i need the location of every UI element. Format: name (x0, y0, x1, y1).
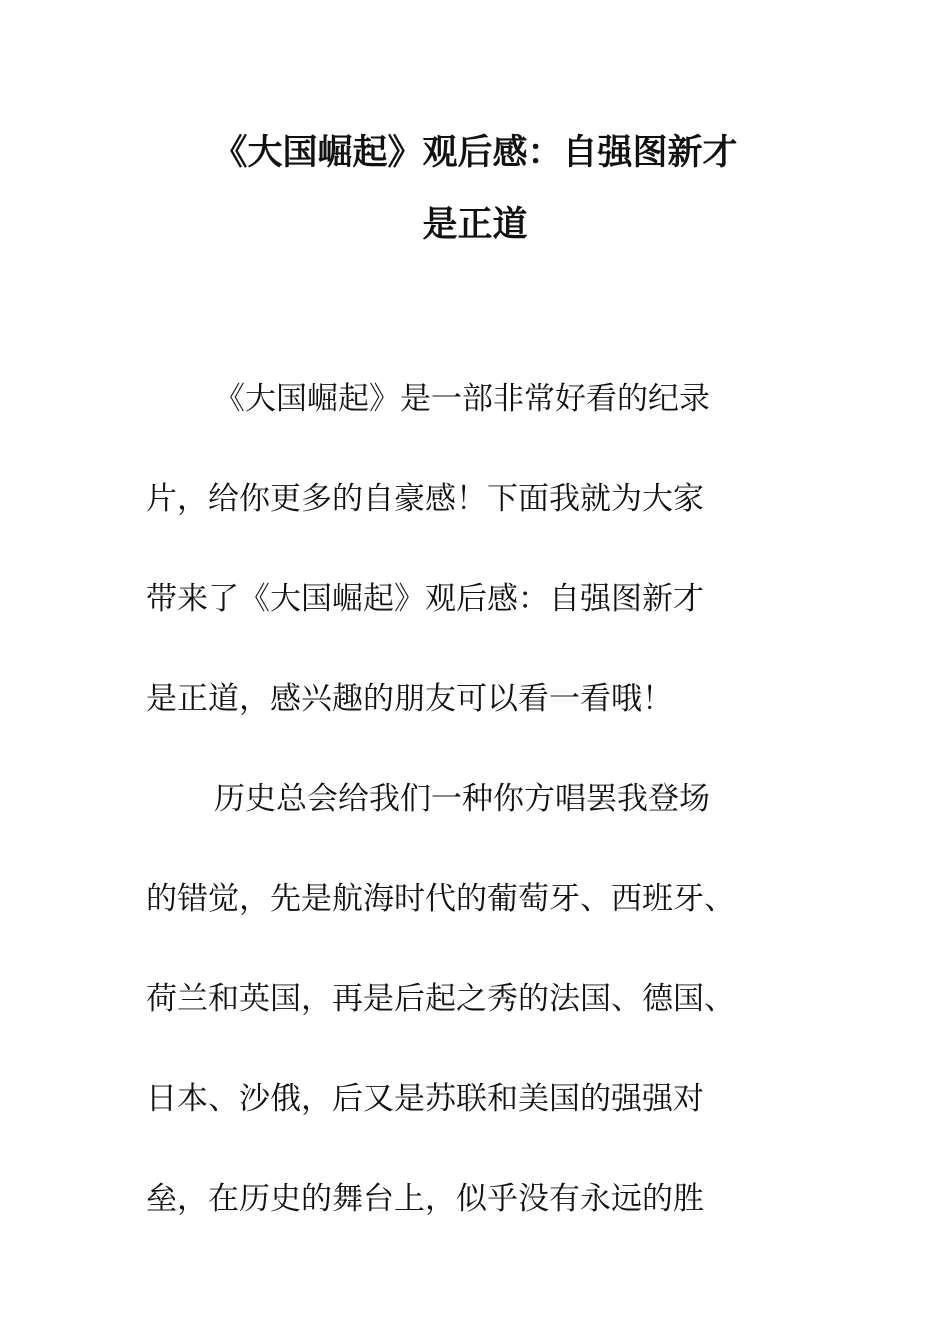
paragraph-1-line-3: 带来了《大国崛起》观后感：自强图新才 (146, 581, 704, 617)
paragraph-2-line-2: 的错觉，先是航海时代的葡萄牙、西班牙、 (146, 881, 735, 917)
paragraph-2-line-3: 荷兰和英国，再是后起之秀的法国、德国、 (146, 981, 735, 1017)
paragraph-2-line-5: 垒，在历史的舞台上，似乎没有永远的胜 (146, 1181, 704, 1217)
document-title-line-2: 是正道 (422, 205, 528, 245)
document-title-line-1: 《大国崛起》观后感：自强图新才 (212, 133, 738, 173)
paragraph-1-line-1: 《大国崛起》是一部非常好看的纪录 (214, 381, 710, 417)
paragraph-1-line-2: 片，给你更多的自豪感！下面我就为大家 (146, 481, 704, 517)
paragraph-2-line-1: 历史总会给我们一种你方唱罢我登场 (214, 781, 710, 817)
paragraph-2-line-4: 日本、沙俄，后又是苏联和美国的强强对 (146, 1081, 704, 1117)
paragraph-1-line-4: 是正道，感兴趣的朋友可以看一看哦！ (146, 681, 673, 717)
